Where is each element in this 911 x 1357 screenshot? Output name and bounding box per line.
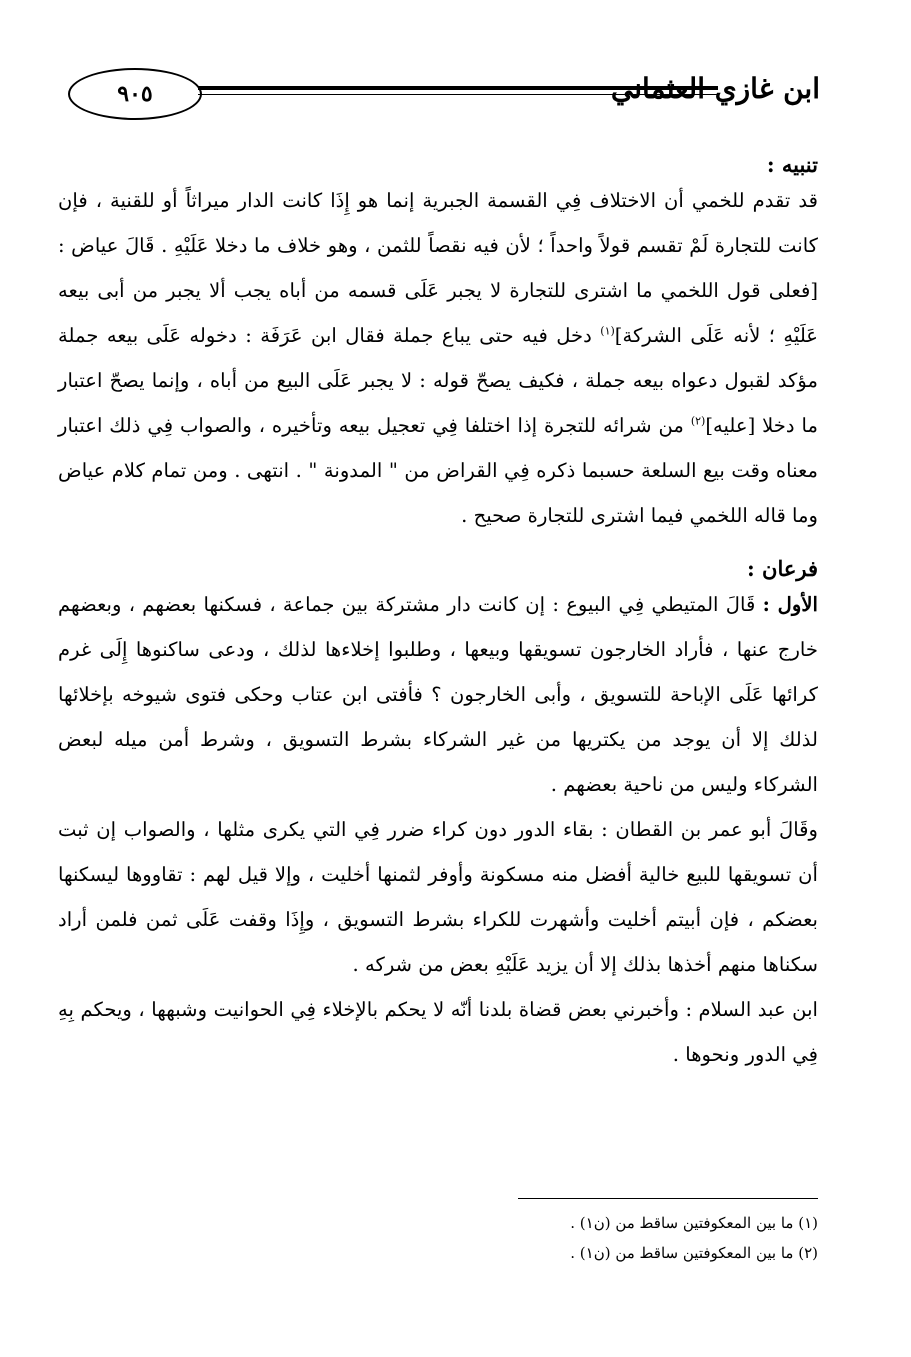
section-heading-far-an: فرعان : bbox=[746, 556, 818, 581]
lead-word: الأول : bbox=[762, 593, 818, 616]
paragraph-text: قد تقدم للخمي أن الاختلاف فِي القسمة الجبرية إنما هو إِذَا كانت الدار ميراثاً أو للقنية ، فإن كانت للتجارة لَمْ تقسم قولاً واحداً ؛ لأن فيه نقصاً للثمن ، وهو خلاف ما دخلا عَلَيْهِ . قَالَ عياض : [فعلى قول اللخمي ما اشترى للتجارة لا يجبر عَلَى قسمه من أباه يجب ألا يجبر من أبى بيعه عَلَيْهِ ؛ لأنه عَلَى الشركة] bbox=[58, 189, 818, 347]
page-header bbox=[60, 58, 820, 128]
paragraph-ibn-qattan: وقَالَ أبو عمر بن القطان : بقاء الدور دون كراء ضرر فِي التي يكرى مثلها ، والصواب إن ثبت أن تسويقها للبيع خالية أفضل منه مسكونة وأوفر لثمنها أخليت ، وإلا قيل لهم : تقاووها ليسكنها بعضكم ، فإن أبيتم أخليت وأشهرت للكراء بشرط التسويق ، وإِذَا وقفت عَلَى ثمن فلمن أراد سكناها منهم أخذها بذلك إلا أن يزيد عَلَيْهِ بعض من شركه . bbox=[58, 818, 818, 976]
paragraph-ibn-abd-salam: ابن عبد السلام : وأخبرني بعض قضاة بلدنا أنّه لا يحكم بالإخلاء فِي الحوانيت وشبهها ، ويحكم بِهِ فِي الدور ونحوها . bbox=[58, 998, 818, 1066]
paragraph-text: دخل فيه حتى يباع جملة فقال ابن عَرَفَة : دخوله عَلَى بيعه جملة مؤكد لقبول دعواه بيعه جملة ، فكيف يصحّ قوله : لا يجبر عَلَى البيع من أباه ، وإنما يصحّ اعتبار ما دخلا [عليه] bbox=[58, 324, 818, 437]
paragraph-first-branch bbox=[58, 582, 818, 807]
section-heading-tanbih: تنبيه : bbox=[766, 152, 818, 177]
footnote-ref-1[interactable]: (١) bbox=[600, 324, 615, 338]
main-text bbox=[58, 152, 818, 1077]
footnote-rule bbox=[518, 1198, 818, 1199]
footnote-ref-2[interactable]: (٢) bbox=[690, 414, 706, 428]
paragraph-text: من شرائه للتجرة إذا اختلفا فِي تعجيل بيعه وتأخيره ، والصواب فِي ذلك اعتبار معناه وقت بيع السلعة حسبما ذكره فِي القراض من " المدونة " . انتهى . ومن تمام كلام عياض وما قاله اللخمي فيما اشترى للتجارة صحيح . bbox=[58, 414, 818, 527]
paragraph-text: قَالَ المتيطي فِي البيوع : إن كانت دار مشتركة بين جماعة ، فسكنها بعضهم ، وبعضهم خارج عنها ، فأراد الخارجون تسويقها وبيعها ، وطلبوا إخلاءها لذلك ، ودعى ساكنوها إِلَى غرم كرائها عَلَى الإباحة للتسويق ، وأبى الخارجون ؟ فأفتى ابن عتاب وحكى فتوى شيوخه بإخلائها لذلك إلا أن يوجد من يكتريها من غير الشركاء بشرط التسويق ، وشرط أمن ميله لبعض الشركاء وليس من ناحية بعضهم . bbox=[58, 593, 818, 796]
running-title: ابن غازي العثماني bbox=[610, 72, 820, 105]
footnote-2: (٢) ما بين المعكوفتين ساقط من (ن١) . bbox=[570, 1244, 818, 1262]
footnote-1: (١) ما بين المعكوفتين ساقط من (ن١) . bbox=[570, 1214, 818, 1232]
footnote-list bbox=[58, 1208, 818, 1268]
page-number: ٩٠٥ bbox=[68, 68, 202, 120]
paragraph-tanbih bbox=[58, 178, 818, 538]
